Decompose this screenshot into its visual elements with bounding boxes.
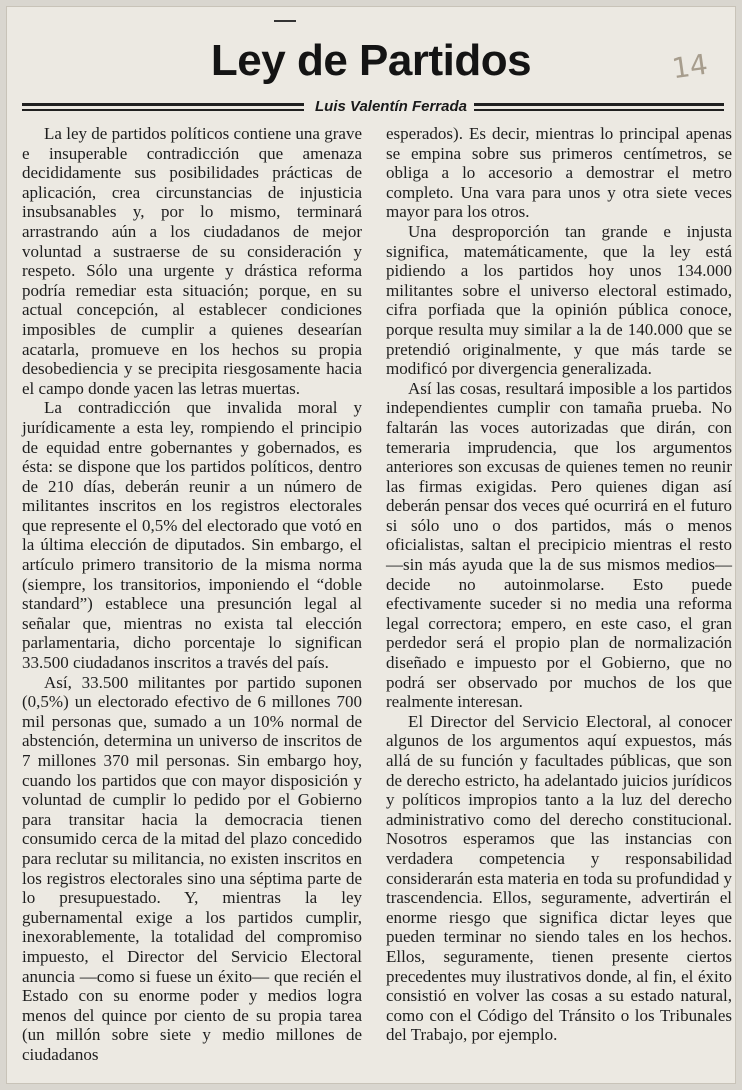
paragraph: La ley de partidos políticos contiene una grave e insuperable contradicción que amenaza decididamente sus posibilidades prácticas de aplicación, crea circunstancias de injusticia insubsanables y, por lo mismo, terminará arrastrando aún a los ciudadanos de mejor voluntad a sustraerse de su consideración y respeto. Sólo una urgente y drástica reforma podría remediar esta situación; porque, en su actual concepción, al establecer condiciones imposibles de cumplir a quienes desearían acatarla, promueve en los hechos su propia desobediencia y se precipita riesgosamente hacia el campo donde yacen las letras muertas. <box>22 124 362 398</box>
handwritten-mark: 14 <box>669 47 710 86</box>
byline-row <box>22 98 724 120</box>
headline: Ley de Partidos <box>210 36 532 85</box>
byline-rule-right <box>474 103 724 106</box>
paragraph: La contradicción que invalida moral y jurídicamente a esta ley, rompiendo el principio de equidad entre gobernantes y gobernados, es ésta: se dispone que los partidos políticos, dentro de 210 días, deberán reunir a un número de militantes inscritos en los registros electorales que represente el 0,5% del electorado que votó en la última elección de diputados. Sin embargo, el artículo primero transitorio de la misma norma (siempre, los transitorios, imponiendo el “doble standard”) establece una presunción legal al señalar que, mientras no exista tal elección parlamentaria, dicho porcentaje lo significan 33.500 ciudadanos inscritos a través del país. <box>22 398 362 673</box>
paragraph: Una desproporción tan grande e injusta significa, matemáticamente, que la ley está pidiendo a los partidos hoy unos 134.000 militantes sobre el universo electoral estimado, cifra porfiada que la opinión pública conoce, porque resulta muy similar a la de 140.000 que se pretendió originalmente, y que más tarde se modificó por divergencia generalizada. <box>386 221 732 379</box>
paragraph: Así las cosas, resultará imposible a los partidos independientes cumplir con tamaña prueba. No faltarán las voces autorizadas que dirán, con temeraria imprudencia, que los argumentos anteriores son excusas de quienes temen no reunir las firmas exigidas. Pero quienes digan así deberán pensar dos veces qué ocurrirá en el futuro si sólo uno o dos partidos, más o menos oficialistas, saltan el precipicio mientras el resto —sin más ayuda que la de sus mismos medios— decide no autoinmolarse. Esto puede efectivamente suceder si no media una reforma legal correctora; empero, en este caso, el gran perdedor será el propio plan de normalización diseñado e impuesto por el Gobierno, que no podrá ser observado por muchos de los que realmente interesan. <box>386 378 732 712</box>
paragraph: Así, 33.500 militantes por partido suponen (0,5%) un electorado efectivo de 6 millones 700 mil personas que, sumado a un 10% normal de abstención, determina un universo de inscritos de 7 millones 370 mil personas. Sin embargo hoy, cuando los partidos que con mayor disposición y voluntad de cumplir lo pedido por el Gobierno para transitar hacia la democracia tienen consumido cerca de la mitad del plazo concedido para reclutar su militancia, no existen inscritos en los registros electorales sino una séptima parte de lo presupuestado. Y, mientras la ley gubernamental exige a los partidos cumplir, inexorablemente, la totalidad del compromiso impuesto, el Director del Servicio Electoral anuncia —como si fuese un éxito— que recién el Estado con su enorme poder y medios logra menos del quince por ciento de su propia tarea (un millón sobre siete y medio millones de ciudadanos <box>22 672 362 1064</box>
left-column <box>22 124 362 1065</box>
print-mark <box>274 20 296 22</box>
byline-rule-left <box>22 103 304 106</box>
byline-rule-left-thin <box>22 109 304 111</box>
byline: Luis Valentín Ferrada <box>315 98 467 115</box>
newspaper-clipping <box>6 6 736 1084</box>
right-column <box>386 124 732 1045</box>
paragraph: El Director del Servicio Electoral, al conocer algunos de los argumentos aquí expuestos, más allá de su función y facultades públicas, que son de derecho estricto, ha adelantado juicios jurídicos y políticos impropios tanto a la luz del derecho administrativo como del derecho constitucional. Nosotros esperamos que las instancias con verdadera competencia y responsabilidad considerarán esta materia en toda su profundidad y trascendencia. Ellos, seguramente, advertirán el enorme riesgo que significa dictar leyes que pueden terminar no siendo tales en los hechos. Ellos, seguramente, tienen presente ciertos precedentes muy ilustrativos donde, al fin, el éxito consistió en volver las cosas a su estado natural, como con el Código del Tránsito o los Tribunales del Trabajo, por ejemplo. <box>386 711 733 1045</box>
byline-rule-right-thin <box>474 109 724 111</box>
paragraph-continuation: esperados). Es decir, mientras lo principal apenas se empina sobre sus primeros centímetros, se obliga a lo accesorio a demostrar el metro completo. Una vara para unos y otra siete veces mayor para los otros. <box>386 124 732 222</box>
